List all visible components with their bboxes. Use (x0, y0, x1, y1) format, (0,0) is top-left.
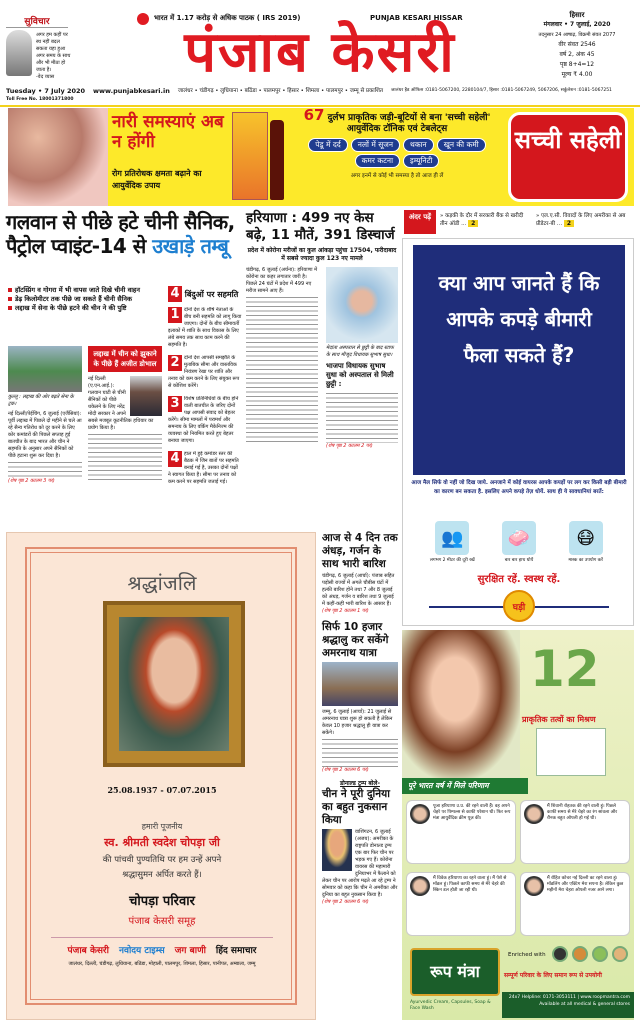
trump-story[interactable] (322, 780, 398, 906)
sachchi-saheli-ad[interactable] (8, 108, 634, 206)
lead-body-continued (8, 460, 82, 478)
roop-mantra-logo: रूप मंत्रा (410, 948, 500, 996)
haryana-headline: हरियाणा : 499 नए केस बढ़े, 11 मौतें, 391 डिस्चार्ज (246, 210, 395, 243)
amarnath-photo (322, 662, 398, 706)
continued[interactable]: (शेष पृष्ठ 2 कालम 1 पर) (322, 608, 369, 614)
haryana-story[interactable] (246, 210, 398, 450)
life-dates: 25.08.1937 - 07.07.2015 (107, 785, 217, 795)
point-4: 4 हाल में हुई कमांडर स्तर की बैठक में जिन बातों पर सहमति बनाई गई है, उसका दोनों पक्षों ने स्वागत किया है। सीमा पर तनाव को कम करने पर सहमति जताई गई। (168, 451, 239, 485)
doval-column (88, 346, 162, 480)
testimonial: मैं विवेक हरियाणा का रहने वाला हूं। मैं पेशे से मॉडल हूं। पिछले काफी समय से मेरे चेहरे की स्किन डल होती जा रही थी। (406, 872, 516, 936)
enriched-label: Enriched with (508, 952, 546, 958)
tribute-line: की पांचवी पुण्यतिथि पर हम उन्हें अपने (102, 855, 222, 865)
continued[interactable]: (शेष पृष्ठ 2 कालम 2 पर) (326, 443, 373, 449)
handwash-icon: 🧼 (502, 521, 536, 555)
mla-photo (326, 267, 398, 343)
tonic-bottle (270, 120, 284, 200)
group-name: पंजाब केसरी समूह (128, 916, 196, 927)
distance-icon: 👥 (435, 521, 469, 555)
amarnath-story[interactable] (322, 621, 398, 774)
haryana-columns (246, 267, 398, 450)
vir-samvat: वीर संवत 2546 (558, 41, 596, 48)
symptom-pill: नलों में सूजन (351, 138, 400, 152)
editions: जालंधर • चंडीगढ़ • लुधियाना • बठिंडा • पालमपुर • हिसार • शिमला • पालमपुर • जम्मू से प्रकाशित (177, 88, 384, 95)
family-name: चोपड़ा परिवार (129, 894, 195, 909)
date-english: Tuesday • 7 July 2020 (6, 87, 86, 96)
results-banner: पूरे भारत वर्ष में मिले परिणाम (402, 778, 528, 794)
symptom-pill: थकान (403, 138, 434, 152)
safety-tips (403, 521, 635, 563)
herb-icon (552, 946, 568, 962)
pages: पृष्ठ 8+4=12 (559, 61, 595, 68)
ad-tagline: प्राकृतिक तत्वों का मिश्रण (522, 715, 596, 724)
lead-headline[interactable]: गलवान से पीछे हटे चीनी सैनिक, पैट्रोल प्वाइंट-14 से उखाड़े तम्बू (6, 210, 235, 258)
roop-mantra-ad[interactable] (402, 630, 634, 1020)
teaser[interactable]: » एल.ए.सी. विवादों के लिए अमरीका से अब प्रीडेटर-बी ... 2 (536, 213, 626, 227)
ad-question: क्या आप जानते हैं कि आपके कपड़े बीमारी फैला सकते हैं? (413, 245, 625, 475)
thought-text: अगर हम कहीं पर स्थ नहीं बदल सकता यहा हुआ अगर समय के साथ और भी मीठा हो जाता है। -वेद व्यास (36, 32, 71, 80)
trump-headline: चीन ने पूरी दुनिया का बहुत नुकसान किया (322, 788, 390, 826)
date-hindi: मंगलवार • 7 जुलाई, 2020 (543, 21, 611, 28)
ad-text: आज मैल सिर्फ वो नहीं जो दिख जाये. अनजाने में कोई वायरस आपके कपड़ों पर लग कर किसी बड़ी बीमारी का कारण बन सकता है. इसलिए अपने कपड़े तेज़ धोयें. साथ ही ये सावधानियां बरतें: (411, 480, 627, 495)
herb-icon (572, 946, 588, 962)
readership: भारत में 1.17 करोड़ से अधिक पाठक ( IRS 2019) (154, 14, 301, 22)
weather-headline: आज से 4 दिन तक अंधड़, गर्जन के साथ भारी बारिश (322, 532, 398, 570)
haryana-body-continued (246, 295, 318, 445)
mask-icon: 😷 (569, 521, 603, 555)
doval-photo (130, 376, 162, 416)
herb-icon (592, 946, 608, 962)
teaser[interactable]: » कड़की के दौर में सरकारी बैंक से खरीदी तीन ऑडी ... 2 (440, 213, 524, 227)
symptom-pill: इम्यूनिटी (403, 154, 439, 168)
point-2: 2 दोनों देश आपसी समझौते के मुताबिक सीमा और वास्तविक नियंत्रण रेखा पर शांति और तनाव को कम करने के लिए संयुक्त रूप से कोशिश करेंगे। (168, 355, 240, 389)
city: हिसार (569, 11, 585, 19)
helpline-bar (502, 992, 634, 1018)
lead-column (8, 346, 82, 485)
symptom-pill: कमर कटना (355, 154, 400, 168)
ad-cta: अगर इनमें से कोई भी समस्या है तो आज ही लें (350, 173, 444, 179)
samvat: तदनुसार 24 आषाढ़, विक्रमी संवत 2077 (538, 32, 616, 38)
product-pack (536, 728, 606, 776)
masthead (130, 8, 510, 86)
army-truck-photo (8, 346, 82, 392)
ad-models-image (8, 108, 108, 206)
product-list: Ayurvedic Cream, Capsules, Soap & Face Wash (410, 1000, 491, 1011)
point-1: 1 दोनों देश के शीर्ष नेताओं के बीच बनी सहमति को लागू किया जाएगा। दोनों के बीच सीमावर्ती इलाकों में शांति के साथ विकास के लिए लंबे समय तक साथ काम करने की सहमति है। (168, 307, 242, 348)
availability: Available at all medical & general stores (539, 1001, 630, 1007)
newspaper-logo: पंजाब केसरी (184, 20, 456, 85)
trump-body: वाशिंगटन, 6 जुलाई (अजय): अमरीका के राष्ट्रपति डोनाल्ड ट्रम्प एक बार फिर चीन पर भड़क गए हैं। कोरोना वायरस की महामारी दुनियाभर में फैलाने को लेकर चीन पर आरोप मढ़ते आ रहे ट्रम्प ने सोमवार को कहा कि चीन ने अमरीका और दुनिया का बहुत नुकसान किया है। (322, 829, 398, 898)
ghadi-logo: घड़ी (503, 590, 535, 622)
doval-body-continued (88, 432, 162, 480)
herb-icon (612, 946, 628, 962)
mla-caption: मेदांता अस्पताल से छुट्टी के बाद स्टाफ के साथ मौजूद विधायक सुभाष सुधा। (326, 345, 394, 358)
tip-label: बार बार हाथ धोयें (504, 558, 534, 563)
portrait-frame (103, 601, 245, 767)
deceased-name: स्व. श्रीमती स्वदेश चोपड़ा जी (104, 836, 220, 849)
herb-icons (552, 946, 628, 962)
ad-slogan: सुरक्षित रहें. स्वस्थ रहें. (477, 574, 561, 585)
weather-story[interactable] (322, 532, 398, 615)
lead-body: नई दिल्ली/पेईचिंग, 6 जुलाई (एजैंसियां): पूर्वी लद्दाख में पिछले दो महीने से चले आ रहे सैन्य गतिरोध को दूर करने के लिए कोर कमांडरों की पिछले सप्ताह हुई बातचीत के बाद भारत और चीन ने सहमति के अनुसार अपने सैनिकों को पीछे हटाना शुरू कर दिया है। (8, 411, 82, 459)
dateline (0, 86, 640, 107)
portrait-photo (119, 617, 229, 751)
bullet: डेढ़ किलोमीटर तक पीछे जा सकते हैं चीनी सैनिक (15, 295, 132, 303)
ad-slogan: सम्पूर्ण परिवार के लिए समान रूप से उपयोगी (504, 972, 602, 979)
haryana-col-left (246, 267, 318, 450)
website-link[interactable]: www.punjabkesari.in (93, 87, 170, 96)
toll-free: Toll Free No. 18001371800 (6, 96, 74, 102)
tribute-ad (6, 532, 316, 1020)
haryana-subhead: प्रदेश में कोरोना मरीजों का कुल आंकड़ा पहुंचा 17504, फरीदाबाद में सबसे ज्यादा कुल 123 नए मामले (247, 247, 397, 262)
ghadi-detergent-ad[interactable] (402, 238, 634, 626)
edition-name: PUNJAB KESARI HISSAR (370, 14, 463, 22)
symptom-pill: खून की कमी (437, 138, 486, 152)
mla-subheadline: भाजपा विधायक सुभाष सुधा को अस्पताल से मिली छुट्टी : (326, 362, 394, 388)
lead-bullets (8, 286, 164, 313)
weather-body: चंडीगढ़, 6 जुलाई (आर्चा): पंजाब सहित पड़ोसी राज्यों में अगले चौबीस घंटों में हल्की बारिश होने तथा 7 और 8 जुलाई को अंधड़, गर्जन व बारिश तथा 9 जुलाई में कहीं-कहीं भारी बारिश के आसार हैं। (322, 573, 395, 607)
haryana-body: चंडीगढ़, 6 जुलाई (अर्चना): हरियाणा में कोरोना का कहर लगातार जारी है। पिछले 24 घंटों में प्रदेश में 499 नए मरीज सामने आए हैं। (246, 267, 318, 294)
thought-title: सुविचार (6, 14, 68, 28)
amarnath-body-continued (322, 737, 398, 767)
product-box (232, 112, 268, 200)
continued[interactable]: (शेष पृष्ठ 2 कालम 6 पर) (322, 767, 369, 773)
edition-cities: जालंधर, दिल्ली, चंडीगढ़, लुधियाना, बठिंडा, मोहाली, पालमपुर, शिमला, हिसार, पानीपत, अम्बाला, जम्मू (68, 961, 256, 967)
ad-claims (292, 106, 502, 179)
paper-logo: पंजाब केसरी (67, 946, 109, 956)
thought-of-day (6, 14, 71, 82)
brand-logo: सच्ची सहेली (508, 112, 628, 202)
amarnath-headline: सिर्फ 10 हजार श्रद्धालु कर सकेंगे अमरनाथ यात्रा (322, 621, 389, 659)
testimonial: मैं रोहित कोचर नई दिल्ली का रहने वाला हूं। मॉडलिंग और एक्टिंग मेरा सपना है। लेकिन कुछ महीनों मेरा चेहरा ओपली नजर आने लगा। (520, 872, 630, 936)
testimonial: पूजा हरियाणा उ.प्र. की रहने वाली हैं। वह अपने चेहरे पर पिम्पल्स से काफी परेशान थी। फिर रूप मंत्रा आयुर्वेदिक क्रीम यूज़ की। (406, 800, 516, 864)
doval-body: नई दिल्ली (ए.एन.आई.): गलवान घाटी से चीनी सैनिकों को पीछे धकेलने के लिए नरेंद्र मोदी सरकार ने अपने सबसे मजबूत कूटनीतिक हथियार का प्रयोग किया है। (88, 376, 162, 432)
paper-logo: हिंद समाचार (215, 946, 257, 956)
volume: वर्ष 2, अंक 45 (559, 51, 595, 58)
haryana-col-right (326, 267, 398, 450)
paper-logo: जग बाणी (174, 946, 206, 956)
issue-info (520, 10, 634, 80)
ingredient-count: 12 (530, 640, 600, 698)
symptom-pill: पेडू में दर्द (308, 138, 348, 152)
continued[interactable]: (शेष पृष्ठ 2 कालम 3 पर) (8, 478, 55, 484)
testimonial: मैं शिवानी रोहतक की रहने वाली हूं। पिछले काफी समय से मेरे चेहरे का रंग सांवला और रौनक बहुत ओपली हो गई थी। (520, 800, 630, 864)
trump-kicker: डोनाल्ड ट्रम्प बोले- (340, 780, 380, 787)
paper-logo: नवोदय टाइम्स (118, 946, 165, 956)
bullet: लद्दाख में सेना के पीछे हटने की चीन ने की पुष्टि (15, 304, 127, 312)
sage-portrait (6, 30, 32, 76)
tip-label: मास्क का उपयोग करें (568, 558, 603, 563)
points-heading: 4 बिंदुओं पर सहमति (168, 286, 242, 303)
inside-label: अंदर पढ़ें (404, 210, 436, 234)
helpline: 24x7 Helpline: 0171-3053111 | www.roopmantra.com (508, 995, 630, 1000)
tribute-intro: हमारी पूजनीय (141, 822, 183, 831)
phones: जालंधर हैड ऑफिस :0181-5067200, 2280104/7, हिसार :0181-5067249, 5067206, सर्कुलेशन :0181-5067251 (391, 88, 612, 94)
tip-label: लगभग 2 मीटर की दूरी रखें (429, 558, 475, 563)
middle-column (322, 532, 398, 912)
bullet: हॉटस्प्रिंग व गोगरा में भी वापस जाते दिखे चीनी वाहन (15, 286, 140, 294)
amarnath-body: जम्मू, 6 जुलाई (आर्चा): 21 जुलाई से अमरनाथ यात्रा शुरू हो सकती है लेकिन केवल 10 हजार श्रद्धालु ही यात्रा कर सकेंगे। (322, 709, 393, 736)
doval-box: लद्दाख में चीन को झुकाने के पीछे हैं अजीत डोभाल (88, 346, 162, 372)
model-photo (402, 630, 520, 778)
divider (51, 937, 273, 938)
point-3: 3 विशेष प्रतिनिधियों के बीच होने वाली बातचीत के जरिए दोनों पक्ष आपसी संवाद को बेहतर करेंगे। सीमा मामलों में परामर्श और समन्वय के लिए वर्किंग मैकेनिज्म की व्यवस्था को नियमित करते हुए बेहतर बनाया जाएगा। (168, 396, 239, 444)
group-papers (7, 943, 317, 956)
ad-subline: रोग प्रतिरोधक क्षमता बढ़ाने का आयुर्वेदिक उपाय (112, 169, 202, 190)
tribute-title: श्रद्धांजलि (127, 571, 197, 595)
trump-photo (322, 829, 352, 871)
mla-body (326, 391, 398, 443)
ad-claim: दुर्लभ प्राकृतिक जड़ी-बूटियों से बना 'सच्ची सहेली' आयुर्वेदिक टॉनिक एवं टेबलेट्स (327, 113, 491, 134)
tribute-line: श्रद्धासुमन अर्पित करते हैं। (122, 870, 202, 880)
continued[interactable]: (शेष पृष्ठ 2 कालम 6 पर) (322, 899, 369, 905)
points-column (168, 286, 242, 492)
photo-caption: कुल्लू : लद्दाख की ओर बढ़ते सेना के ट्रक। (8, 394, 74, 407)
herb-count: 67 (303, 106, 325, 124)
ad-headline: नारी समस्याएं अब न होंगी (112, 112, 224, 152)
price: मूल्य ₹ 4.00 (561, 71, 593, 78)
